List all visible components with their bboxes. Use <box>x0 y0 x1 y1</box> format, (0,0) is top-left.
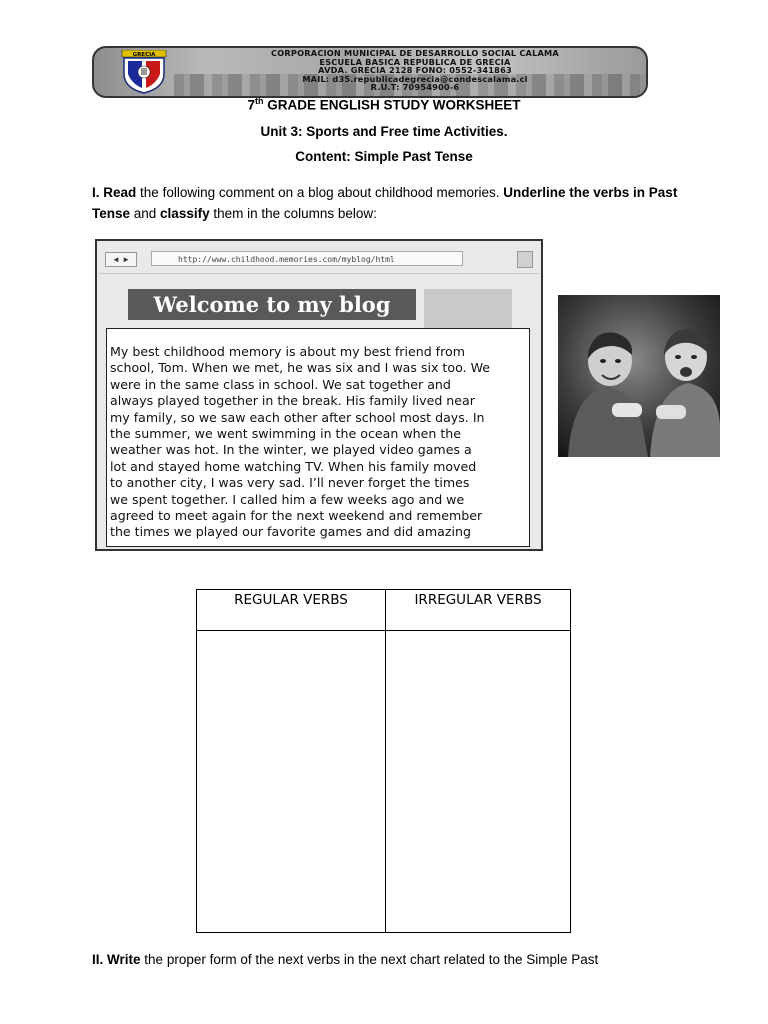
svg-text:GRECIA: GRECIA <box>132 52 156 58</box>
header-line: AVDA. GRECIA 2128 FONO: 0552-341863 <box>318 65 512 76</box>
blog-sidebar-box <box>424 289 512 329</box>
blog-welcome-banner: Welcome to my blog <box>128 289 416 320</box>
toolbar-divider <box>99 273 539 274</box>
blog-comment-text <box>106 328 530 547</box>
header-line: CORPORACION MUNICIPAL DE DESARROLLO SOCIAL CALAMA <box>271 48 559 58</box>
blog-line: were in the same class in school. We sat together and <box>110 376 451 392</box>
regular-verbs-answer-cell[interactable] <box>197 631 386 933</box>
url-field: http://www.childhood.memories.com/myblog/html <box>151 251 463 266</box>
content-title: Content: Simple Past Tense <box>295 149 473 164</box>
header-line: R.U.T: 70954900-6 <box>370 82 460 93</box>
back-arrow-icon: ◄ <box>111 255 120 264</box>
school-header-text <box>204 49 626 92</box>
address-bar <box>105 251 533 267</box>
nav-buttons <box>105 252 137 267</box>
blog-line: the summer, we went swimming in the ocean when the <box>110 426 461 442</box>
regular-verbs-header: REGULAR VERBS <box>197 590 386 631</box>
section-2-instruction: II. Write the proper form of the next verbs in the next chart related to the Simple Past <box>92 952 599 967</box>
section-1-instruction: I. Read the following comment on a blog about childhood memories. Underline the verbs in Past Tense and classify them in the columns below: <box>92 185 678 221</box>
verb-classification-table <box>196 589 571 933</box>
boys-playing-video-games-photo <box>558 295 720 457</box>
blog-line: always played together in the break. His family lived near <box>110 393 475 409</box>
header-line: MAIL: d35.republicadegrecia@condescalama.cl <box>302 73 528 84</box>
blog-line: weather was hot. In the winter, we played video games a <box>110 442 472 458</box>
blog-line: agreed to meet again for the next weekend and remember <box>110 508 483 524</box>
blog-browser-window <box>95 239 543 551</box>
blog-line: lot and stayed home watching TV. When his family moved <box>110 458 477 474</box>
blog-line: my family, so we saw each other after school most days. In <box>110 409 485 425</box>
blog-line: the times we played our favorite games and did amazing <box>110 524 471 540</box>
irregular-verbs-header: IRREGULAR VERBS <box>386 590 571 631</box>
photo-illustration <box>558 295 720 457</box>
worksheet-title: 7th GRADE ENGLISH STUDY WORKSHEET <box>247 96 521 113</box>
irregular-verbs-answer-cell[interactable] <box>386 631 571 933</box>
blog-line: school, Tom. When we met, he was six and I was six too. We <box>110 360 491 376</box>
scroll-up-icon <box>517 251 533 268</box>
header-line: ESCUELA BASICA REPUBLICA DE GRECIA <box>319 56 511 67</box>
blog-line: My best childhood memory is about my best friend from <box>110 344 465 359</box>
school-crest-icon <box>116 50 172 94</box>
blog-line: to another city, I was very sad. I’ll never forget the times <box>110 475 470 491</box>
forward-arrow-icon: ► <box>122 255 131 264</box>
blog-line: we spent together. I called him a few weeks ago and we <box>110 491 465 507</box>
school-header-banner <box>92 46 648 98</box>
unit-title: Unit 3: Sports and Free time Activities. <box>260 124 508 139</box>
